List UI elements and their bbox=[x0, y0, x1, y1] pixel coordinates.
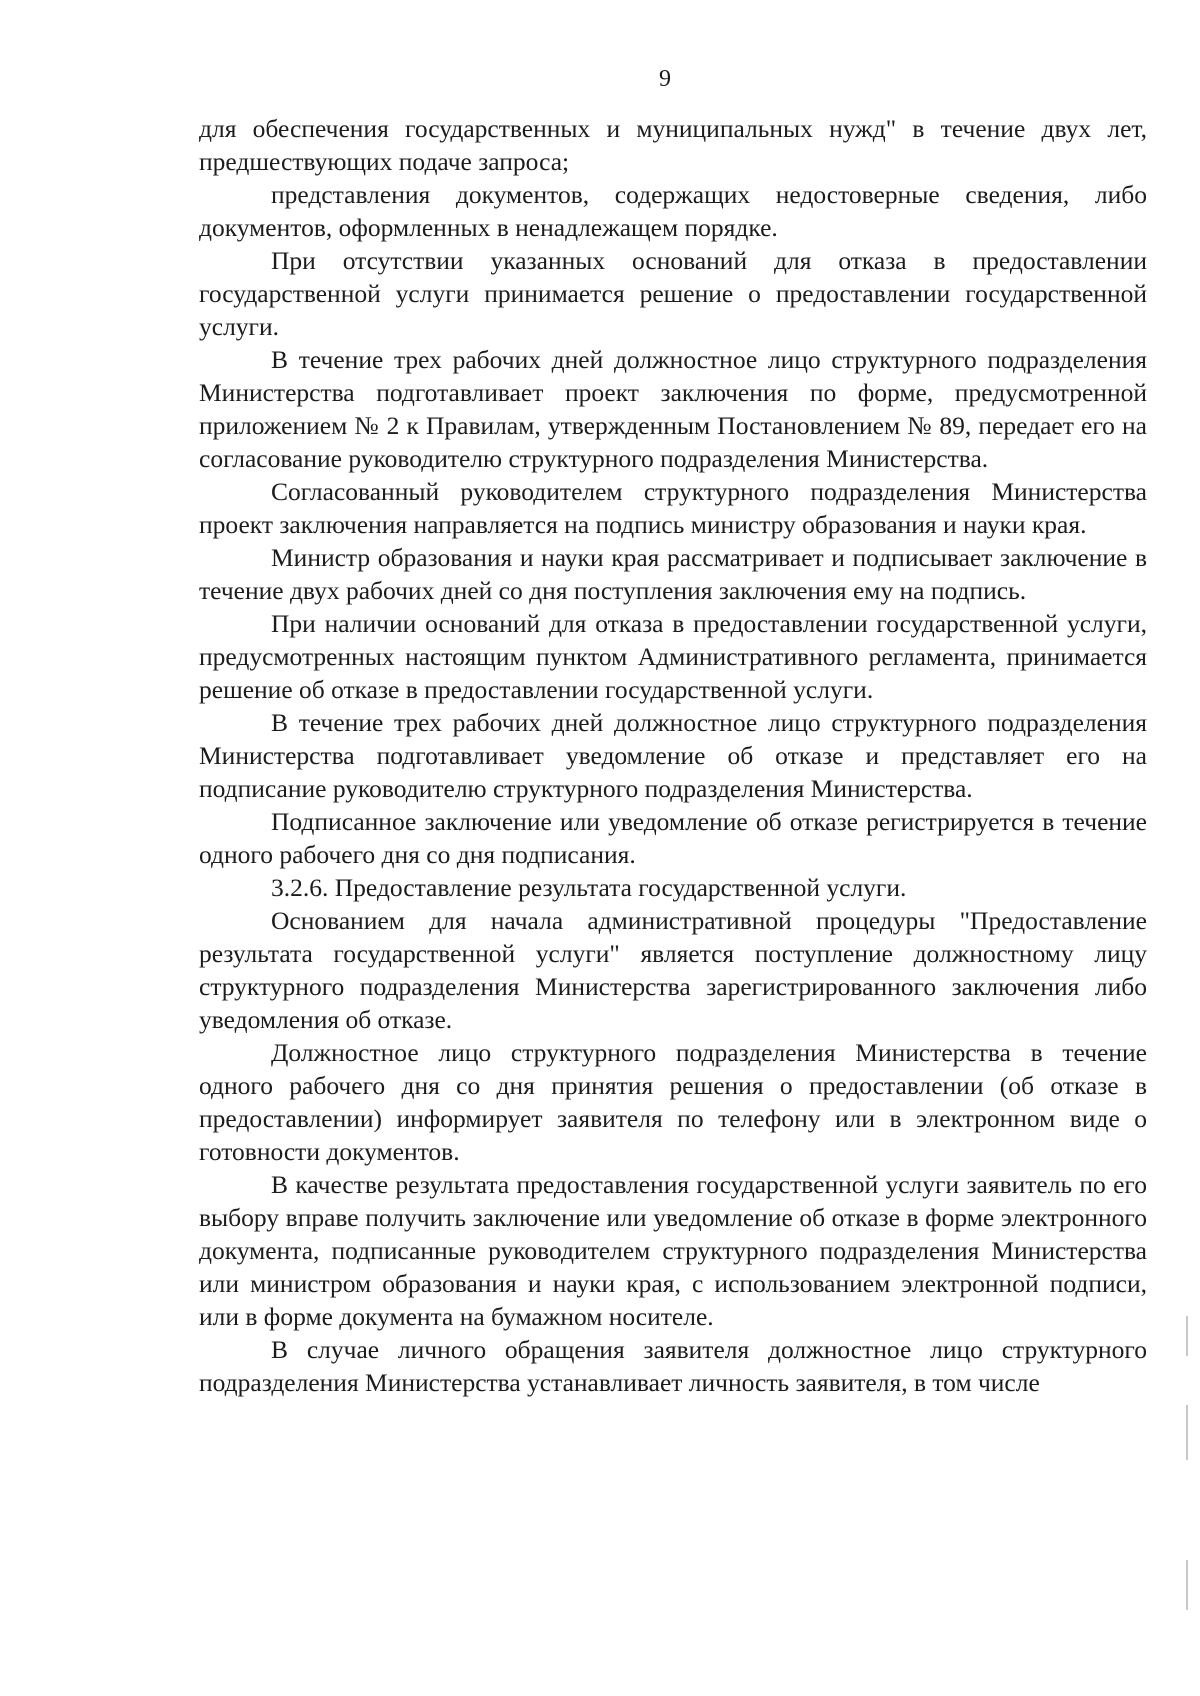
paragraph: для обеспечения государственных и муниципальных нужд" в течение двух лет, предшествующих подаче запроса; bbox=[199, 114, 1147, 176]
paragraph: При отсутствии указанных оснований для отказа в предоставлении государственной услуги принимается решение о предоставлении государственной услуги. bbox=[199, 246, 1147, 341]
paragraph: При наличии оснований для отказа в предоставлении государственной услуги, предусмотренных настоящим пунктом Административного регламента, принимается решение об отказе в предоставлении государственной услуги. bbox=[199, 609, 1147, 704]
scan-artifact bbox=[1186, 1560, 1188, 1610]
paragraph: В течение трех рабочих дней должностное лицо структурного подразделения Министерства подготавливает проект заключения по форме, предусмотренной приложением № 2 к Правилам, утвержденным Постановлением № 89, передает его на согласование руководителю структурного подразделения Министерства. bbox=[199, 345, 1147, 473]
scan-artifact bbox=[1186, 1405, 1188, 1460]
scan-artifact bbox=[1186, 1316, 1188, 1356]
paragraph: Подписанное заключение или уведомление об отказе регистрируется в течение одного рабочего дня со дня подписания. bbox=[199, 807, 1147, 869]
paragraph: В течение трех рабочих дней должностное лицо структурного подразделения Министерства подготавливает уведомление об отказе и представляет его на подписание руководителю структурного подразделения Министерства. bbox=[199, 708, 1147, 803]
document-body bbox=[199, 112, 1147, 1399]
paragraph: Должностное лицо структурного подразделения Министерства в течение одного рабочего дня со дня принятия решения о предоставлении (об отказе в предоставлении) информирует заявителя по телефону или в электронном виде о готовности документов. bbox=[199, 1038, 1147, 1166]
paragraph: Министр образования и науки края рассматривает и подписывает заключение в течение двух рабочих дней со дня поступления заключения ему на подпись. bbox=[199, 543, 1147, 605]
paragraph: В случае личного обращения заявителя должностное лицо структурного подразделения Министерства устанавливает личность заявителя, в том числе bbox=[199, 1335, 1147, 1397]
paragraph: Согласованный руководителем структурного подразделения Министерства проект заключения направляется на подпись министру образования и науки края. bbox=[199, 477, 1147, 539]
section-heading: 3.2.6. Предоставление результата государственной услуги. bbox=[271, 873, 907, 902]
paragraph: представления документов, содержащих недостоверные сведения, либо документов, оформленных в ненадлежащем порядке. bbox=[199, 180, 1147, 242]
paragraph: Основанием для начала административной процедуры "Предоставление результата государственной услуги" является поступление должностному лицу структурного подразделения Министерства зарегистрированного заключения либо уведомления об отказе. bbox=[199, 906, 1147, 1034]
paragraph: В качестве результата предоставления государственной услуги заявитель по его выбору вправе получить заключение или уведомление об отказе в форме электронного документа, подписанные руководителем структурного подразделения Министерства или министром образования и науки края, с использованием электронной подписи, или в форме документа на бумажном носителе. bbox=[199, 1170, 1147, 1331]
page-number: 9 bbox=[659, 66, 671, 92]
